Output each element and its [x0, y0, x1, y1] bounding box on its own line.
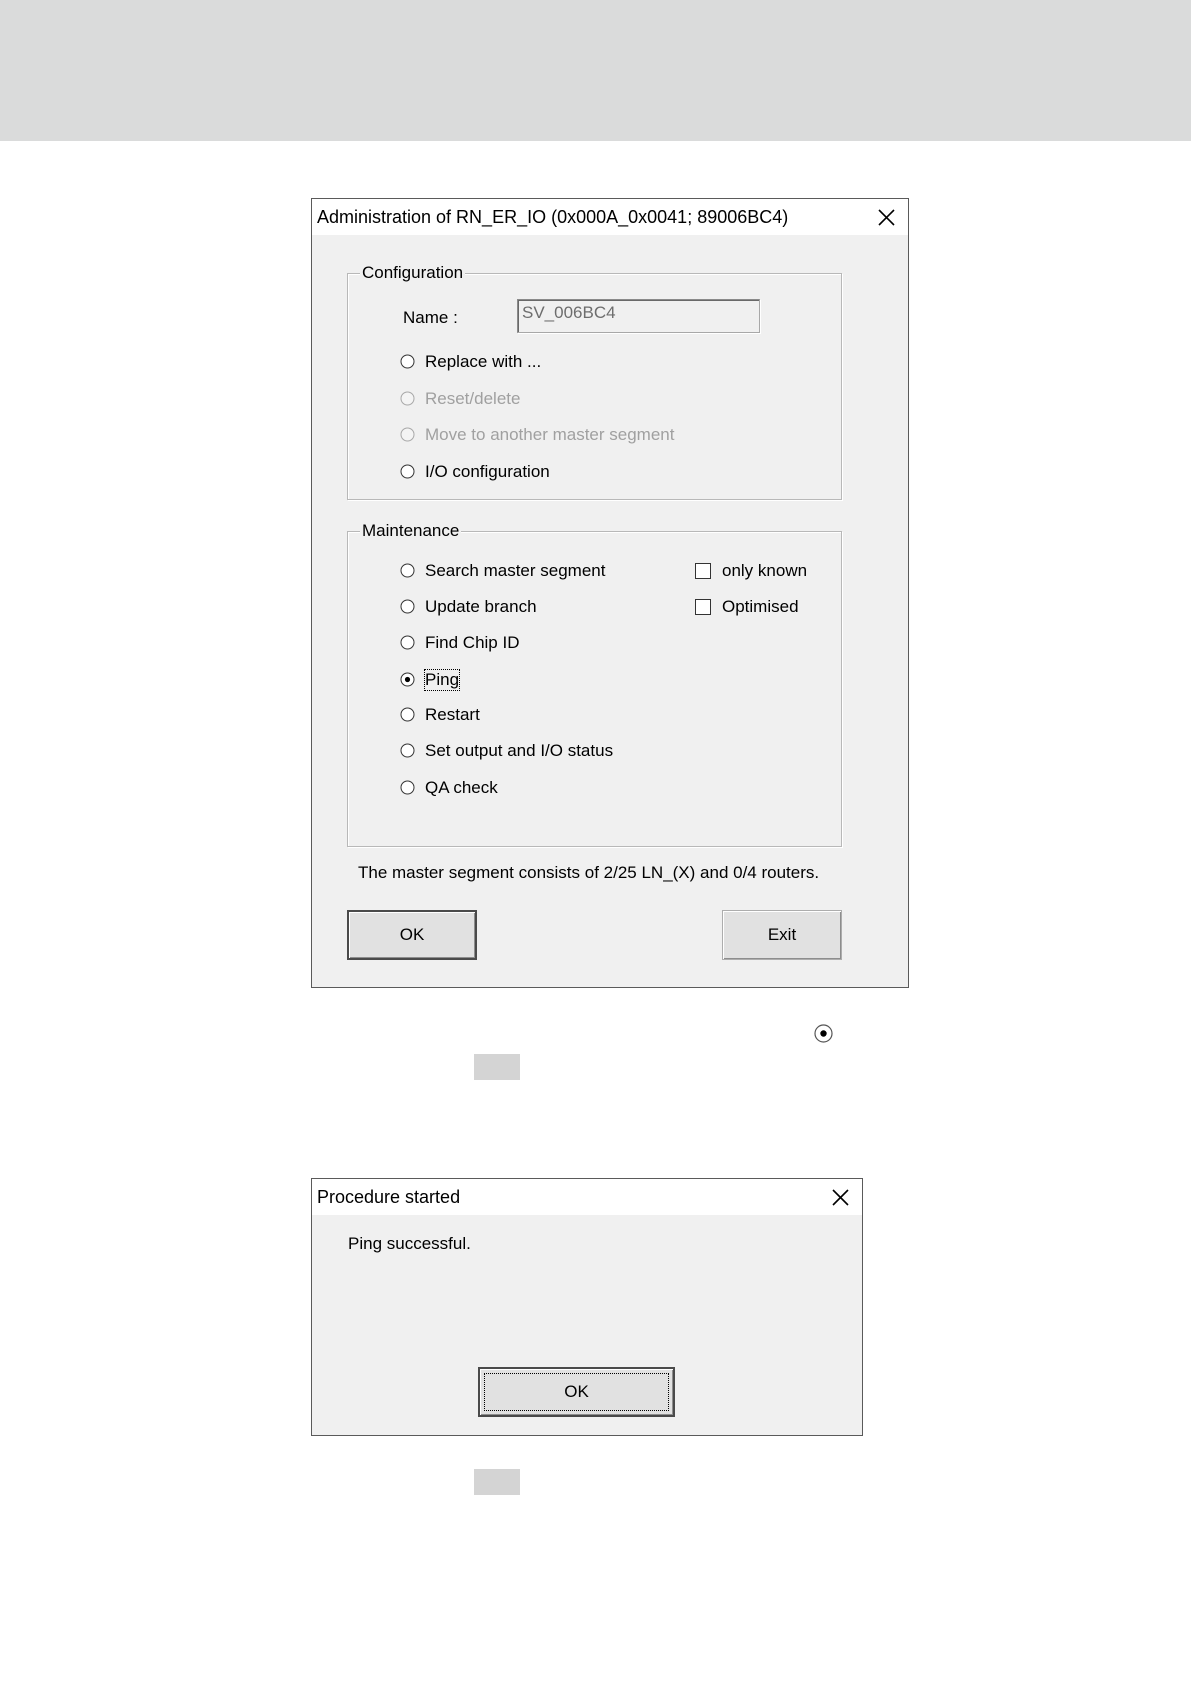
radio-unselected-icon: [400, 599, 415, 614]
radio-unselected-icon: [400, 427, 415, 442]
maintenance-group: [347, 521, 842, 847]
radio-unselected-icon: [400, 354, 415, 369]
radio-qa-check[interactable]: [400, 778, 670, 800]
key-placeholder: [474, 1054, 520, 1080]
radio-unselected-icon: [400, 780, 415, 795]
radio-selected-icon: [400, 672, 415, 687]
radio-update-branch[interactable]: [400, 597, 670, 619]
configuration-group: [347, 263, 842, 500]
radio-io-configuration[interactable]: [400, 462, 700, 484]
radio-unselected-icon: [400, 635, 415, 650]
maintenance-legend: Maintenance: [362, 521, 460, 540]
option-label: Reset/delete: [425, 389, 521, 408]
procedure-message: Ping successful.: [348, 1234, 471, 1253]
key-placeholder: [474, 1469, 520, 1495]
radio-unselected-icon: [400, 563, 415, 578]
radio-unselected-icon: [400, 707, 415, 722]
option-label: Ping: [425, 670, 460, 689]
radio-reset-delete[interactable]: [400, 389, 700, 411]
procedure-dialog: [311, 1178, 863, 1436]
dialog-title: Procedure started: [317, 1187, 461, 1207]
checkbox-label: only known: [722, 561, 808, 580]
ok-button[interactable]: [478, 1367, 675, 1417]
radio-move-master-segment[interactable]: [400, 425, 700, 447]
close-icon: [832, 1189, 849, 1206]
radio-unselected-icon: [400, 391, 415, 406]
option-label: Move to another master segment: [425, 425, 675, 444]
option-label: Replace with ...: [425, 352, 542, 371]
name-field[interactable]: SV_006BC4: [517, 299, 760, 333]
option-label: Set output and I/O status: [425, 741, 614, 760]
checkbox-icon: [695, 563, 711, 579]
checkbox-label: Optimised: [722, 597, 799, 616]
option-label: Update branch: [425, 597, 537, 616]
radio-unselected-icon: [400, 743, 415, 758]
close-icon: [878, 209, 895, 226]
radio-selected-icon: [814, 1024, 833, 1043]
radio-replace-with[interactable]: [400, 352, 700, 374]
radio-search-master-segment[interactable]: [400, 561, 670, 583]
close-button[interactable]: [820, 1181, 860, 1213]
option-label: Find Chip ID: [425, 633, 520, 652]
close-button[interactable]: [866, 201, 906, 233]
radio-restart[interactable]: [400, 705, 670, 727]
configuration-legend: Configuration: [362, 263, 464, 282]
radio-ping[interactable]: [400, 670, 670, 692]
name-label: Name :: [403, 308, 458, 327]
checkbox-optimised[interactable]: [695, 597, 830, 619]
dialog-titlebar: [312, 1179, 862, 1215]
exit-button[interactable]: [722, 910, 842, 960]
ok-button-label: OK: [399, 925, 425, 944]
option-label: I/O configuration: [425, 462, 550, 481]
administration-dialog: [311, 198, 909, 988]
option-label: QA check: [425, 778, 498, 797]
ok-button-label: OK: [564, 1382, 589, 1401]
checkbox-only-known[interactable]: [695, 561, 830, 583]
option-label: Restart: [425, 705, 480, 724]
exit-button-label: Exit: [767, 925, 797, 944]
page-header-band: [0, 0, 1191, 141]
radio-set-output-io-status[interactable]: [400, 741, 670, 763]
dialog-title: Administration of RN_ER_IO (0x000A_0x0041; 89006BC4): [317, 207, 789, 227]
radio-find-chip-id[interactable]: [400, 633, 670, 655]
dialog-titlebar: [312, 199, 908, 235]
checkbox-icon: [695, 599, 711, 615]
ok-button[interactable]: [347, 910, 477, 960]
radio-unselected-icon: [400, 464, 415, 479]
master-segment-status-text: The master segment consists of 2/25 LN_(X) and 0/4 routers.: [358, 863, 820, 882]
option-label: Search master segment: [425, 561, 606, 580]
